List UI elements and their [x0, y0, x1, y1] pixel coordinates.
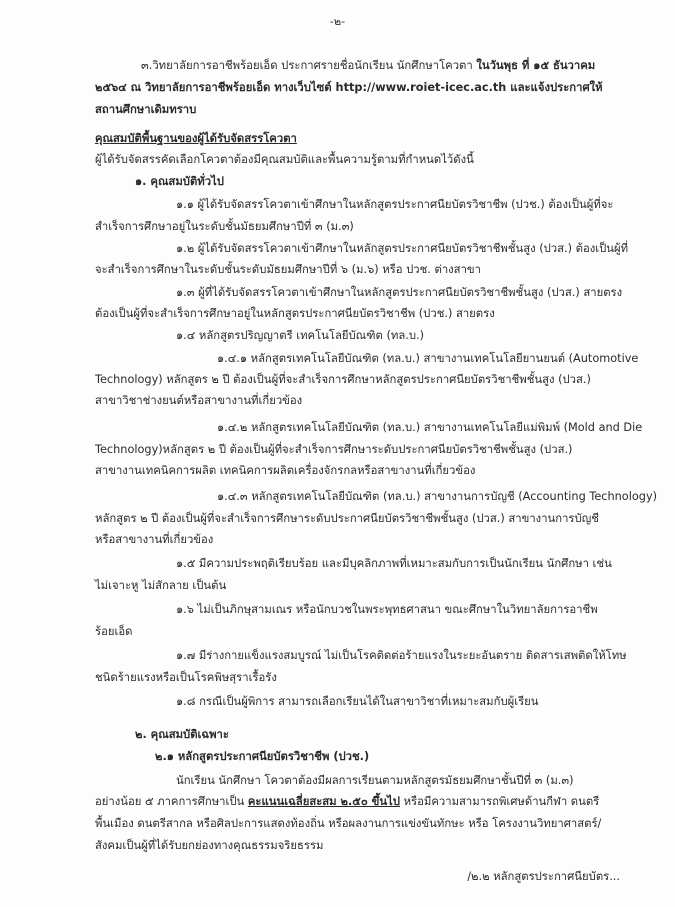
text: ๓.วิทยาลัยการอาชีพร้อยเอ็ด ประกาศรายชื่อนักเรียน นักศึกษาโควตา — [141, 59, 477, 72]
item-1-6-line2: ร้อยเอ็ด — [95, 625, 133, 638]
continuation-note: /๒.๒ หลักสูตรประกาศนียบัตร... — [467, 870, 620, 883]
section2-1-line2 — [95, 794, 599, 810]
item-1-4-2-line2: Technology)หลักสูตร ๒ ปี ต้องเป็นผู้ที่จะสำเร็จการศึกษาระดับประกาศนียบัตรวิชาชีพชั้นสูง (ปวส.) — [95, 443, 573, 456]
section2-1-line4: สังคมเป็นผู้ที่ได้รับยกย่องทางคุณธรรมจริยธรรม — [95, 839, 324, 852]
item-1-2-line1: ๑.๒ ผู้ได้รับจัดสรรโควตาเข้าศึกษาในหลักสูตรประกาศนียบัตรวิชาชีพชั้นสูง (ปวส.) ต้องเป็นผู้ที่ — [176, 242, 629, 255]
item-1-8: ๑.๘ กรณีเป็นผู้พิการ สามารถเลือกเรียนได้ในสาขาวิชาที่เหมาะสมกับผู้เรียน — [176, 695, 539, 708]
item-1-1-line1: ๑.๑ ผู้ได้รับจัดสรรโควตาเข้าศึกษาในหลักสูตรประกาศนียบัตรวิชาชีพ (ปวช.) ต้องเป็นผู้ที่จะ — [176, 198, 614, 211]
item-1-3-line2: ต้องเป็นผู้ที่จะสำเร็จการศึกษาอยู่ในหลักสูตรประกาศนียบัตรวิชาชีพ (ปวช.) สายตรง — [95, 307, 495, 320]
bold-text: ในวันพุธ ที่ ๑๕ ธันวาคม — [476, 59, 596, 72]
section2-1-subtitle: ๒.๑ หลักสูตรประกาศนียบัตรวิชาชีพ (ปวช.) — [155, 750, 370, 763]
para3-line3: สถานศึกษาเดิมทราบ — [95, 103, 197, 116]
section1-title: ๑. คุณสมบัติทั่วไป — [135, 175, 224, 188]
text: หรือมีความสามารถพิเศษด้านกีฬา ดนตรี — [399, 795, 600, 808]
item-1-3-line1: ๑.๓ ผู้ที่ได้รับจัดสรรโควตาเข้าศึกษาในหลักสูตรประกาศนียบัตรวิชาชีพชั้นสูง (ปวส.) สายตรง — [176, 286, 623, 299]
item-1-4: ๑.๔ หลักสูตรปริญญาตรี เทคโนโลยีบัณฑิต (ทล.บ.) — [176, 329, 424, 342]
item-1-4-2-line1: ๑.๔.๒ หลักสูตรเทคโนโลยีบัณฑิต (ทล.บ.) สาขางานเทคโนโลยีแม่พิมพ์ (Mold and Die — [217, 421, 643, 434]
item-1-1-line2: สำเร็จการศึกษาอยู่ในระดับชั้นมัธยมศึกษาปีที่ ๓ (ม.๓) — [95, 220, 354, 233]
gpa-requirement: คะแนนเฉลี่ยสะสม ๒.๕๐ ขึ้นไป — [247, 795, 400, 808]
para3-line2 — [95, 80, 603, 96]
item-1-4-3-line1: ๑.๔.๓ หลักสูตรเทคโนโลยีบัณฑิต (ทล.บ.) สาขางานการบัญชี (Accounting Technology) — [217, 490, 658, 503]
item-1-4-1-line1: ๑.๔.๑ หลักสูตรเทคโนโลยีบัณฑิต (ทล.บ.) สาขางานเทคโนโลยียานยนต์ (Automotive — [217, 352, 639, 365]
item-1-4-1-line2: Technology) หลักสูตร ๒ ปี ต้องเป็นผู้ที่จะสำเร็จการศึกษาหลักสูตรประกาศนียบัตรวิชาชีพชั้นสูง (ปวส.) — [95, 373, 591, 386]
item-1-2-line2: จะสำเร็จการศึกษาในระดับชั้นระดับมัธยมศึกษาปีที่ ๖ (ม.๖) หรือ ปวช. ต่างสาขา — [95, 263, 481, 276]
item-1-4-3-line2: หลักสูตร ๒ ปี ต้องเป็นผู้ที่จะสำเร็จการศึกษาระดับประกาศนียบัตรวิชาชีพชั้นสูง (ปวส.) สาขางานการบัญชี — [95, 512, 599, 525]
bold-text: วิทยาลัยการอาชีพร้อยเอ็ด ทางเว็บไซต์ http://www.roiet-icec.ac.th และแจ้งประกาศให้ — [141, 81, 603, 94]
section2-1-line3: พื้นเมือง ดนตรีสากล หรือศิลปะการแสดงท้องถิ่น หรือผลงานการแข่งขันทักษะ หรือ โครงงานวิทยาศาสตร์/ — [95, 817, 602, 830]
item-1-4-1-line3: สาขาวิชาช่างยนต์หรือสาขางานที่เกี่ยวข้อง — [95, 394, 303, 407]
item-1-5-line1: ๑.๕ มีความประพฤติเรียบร้อย และมีบุคลิกภาพที่เหมาะสมกับการเป็นนักเรียน นักศึกษา เช่น — [176, 557, 612, 570]
item-1-7-line1: ๑.๗ มีร่างกายแข็งแรงสมบูรณ์ ไม่เป็นโรคติดต่อร้ายแรงในระยะอันตราย ติดสารเสพติดให้โทษ — [176, 649, 627, 662]
section2-1-line1: นักเรียน นักศึกษา โควตาต้องมีผลการเรียนตามหลักสูตรมัธยมศึกษาชั้นปีที่ ๓ (ม.๓) — [176, 774, 574, 787]
item-1-5-line2: ไม่เจาะหู ไม่สักลาย เป็นต้น — [95, 579, 227, 592]
text: อย่างน้อย ๕ ภาคการศึกษาเป็น — [95, 795, 248, 808]
intro-text: ผู้ได้รับจัดสรรคัดเลือกโควตาต้องมีคุณสมบัติและพื้นความรู้ตามที่กำหนดไว้ดังนี้ — [95, 153, 474, 166]
page-number: -๒- — [329, 15, 346, 28]
item-1-4-3-line3: หรือสาขางานที่เกี่ยวข้อง — [95, 533, 214, 546]
section2-title: ๒. คุณสมบัติเฉพาะ — [135, 728, 229, 741]
para3-line1 — [141, 58, 595, 74]
heading-basic-qualifications: คุณสมบัติพื้นฐานของผู้ได้รับจัดสรรโควตา — [95, 132, 297, 145]
item-1-6-line1: ๑.๖ ไม่เป็นภิกษุสามเณร หรือนักบวชในพระพุทธศาสนา ขณะศึกษาในวิทยาลัยการอาชีพ — [176, 603, 598, 616]
item-1-4-2-line3: สาขางานเทคนิคการผลิต เทคนิคการผลิตเครื่องจักรกลหรือสาขางานที่เกี่ยวข้อง — [95, 464, 476, 477]
item-1-7-line2: ชนิดร้ายแรงหรือเป็นโรคพิษสุราเรื้อรัง — [95, 671, 277, 684]
bold-text: ๒๕๖๔ ณ — [95, 81, 142, 94]
